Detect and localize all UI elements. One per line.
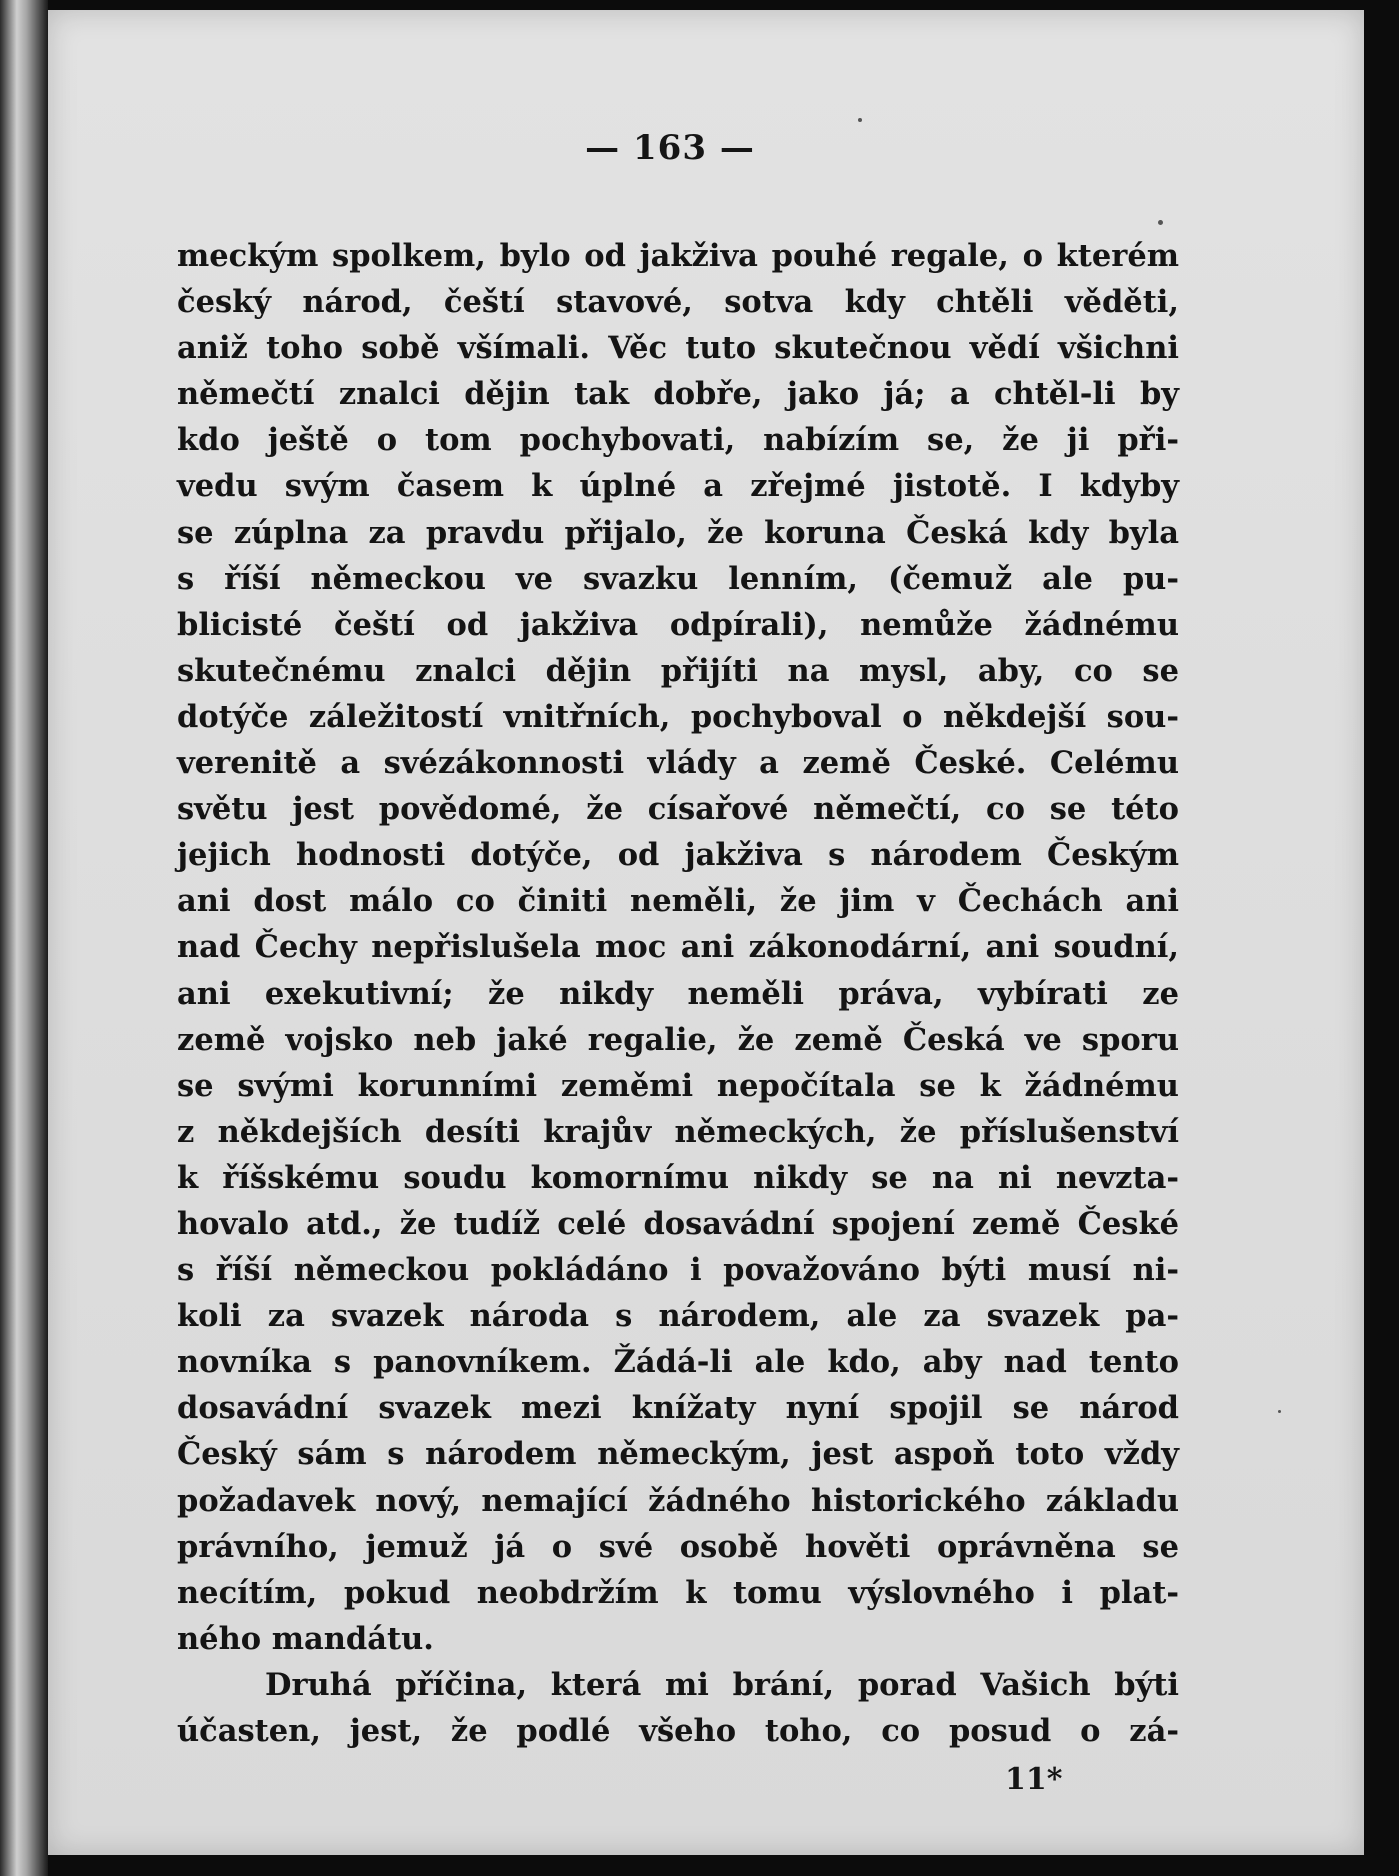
text-line: nad Čechy nepřislušela moc ani zákonodární, ani soudní,	[177, 929, 1179, 966]
text-line: požadavek nový, nemající žádného historického základu	[177, 1482, 1179, 1519]
ink-speck	[1278, 1410, 1281, 1413]
book-spine	[0, 0, 48, 1876]
text-line: s říší německou ve svazku lenním, (čemuž ale pu-	[177, 560, 1179, 597]
text-line: vedu svým časem k úplné a zřejmé jistotě. I kdyby	[177, 468, 1179, 505]
ink-speck	[858, 118, 862, 122]
text-line: právního, jemuž já o své osobě hověti oprávněna se	[177, 1528, 1179, 1565]
text-line: hovalo atd., že tudíž celé dosavádní spojení země České	[177, 1205, 1179, 1242]
text-line: meckým spolkem, bylo od jakživa pouhé regale, o kterém	[177, 238, 1179, 274]
text-line: se zúplna za pravdu přijalo, že koruna Česká kdy byla	[177, 514, 1179, 551]
ink-speck	[1158, 220, 1163, 225]
text-line: verenitě a svézákonnosti vlády a země České. Celému	[177, 745, 1179, 782]
text-line: jejich hodnosti dotýče, od jakživa s národem Českým	[177, 837, 1179, 874]
text-line: novníka s panovníkem. Žádá-li ale kdo, aby nad tento	[177, 1344, 1179, 1381]
text-line: dotýče záležitostí vnitřních, pochyboval o někdejší sou-	[177, 698, 1179, 735]
text-line: koli za svazek národa s národem, ale za svazek pa-	[177, 1298, 1179, 1335]
text-line: kdo ještě o tom pochybovati, nabízím se, že ji při-	[177, 422, 1179, 459]
text-line: účasten, jest, že podlé všeho toho, co posud o zá-	[177, 1713, 1179, 1749]
text-line: Druhá příčina, která mi brání, porad Vašich býti	[265, 1666, 1179, 1703]
text-line: se svými korunními zeměmi nepočítala se k žádnému	[177, 1067, 1179, 1104]
text-line: dosavádní svazek mezi knížaty nyní spojil se národ	[177, 1390, 1179, 1427]
text-line: ani exekutivní; že nikdy neměli práva, vybírati ze	[177, 975, 1179, 1012]
text-line: ného mandátu.	[177, 1620, 434, 1657]
text-line: s říší německou pokládáno i považováno býti musí ni-	[177, 1252, 1179, 1289]
sheet-signature: 11*	[1005, 1762, 1063, 1797]
text-line: skutečnému znalci dějin přijíti na mysl, aby, co se	[177, 652, 1179, 689]
text-line: země vojsko neb jaké regalie, že země Česká ve sporu	[177, 1021, 1179, 1058]
text-line: český národ, čeští stavové, sotva kdy chtěli věděti,	[177, 284, 1179, 321]
text-line: světu jest povědomé, že císařové němečtí, co se této	[177, 791, 1179, 828]
text-line: němečtí znalci dějin tak dobře, jako já; a chtěl-li by	[177, 376, 1179, 413]
text-line: necítím, pokud neobdržím k tomu výslovného i plat-	[177, 1574, 1179, 1611]
text-line: Český sám s národem německým, jest aspoň toto vždy	[177, 1436, 1179, 1473]
page-number: — 163 —	[585, 128, 755, 168]
text-line: ani dost málo co činiti neměli, že jim v Čechách ani	[177, 883, 1179, 920]
text-line: blicisté čeští od jakživa odpírali), nemůže žádnému	[177, 606, 1179, 643]
text-line: aniž toho sobě všímali. Věc tuto skutečnou vědí všichni	[177, 330, 1179, 367]
text-line: z někdejších desíti krajův německých, že příslušenství	[177, 1113, 1179, 1150]
text-line: k říšskému soudu komornímu nikdy se na ni nevzta-	[177, 1159, 1179, 1196]
body-text	[177, 233, 1179, 1754]
